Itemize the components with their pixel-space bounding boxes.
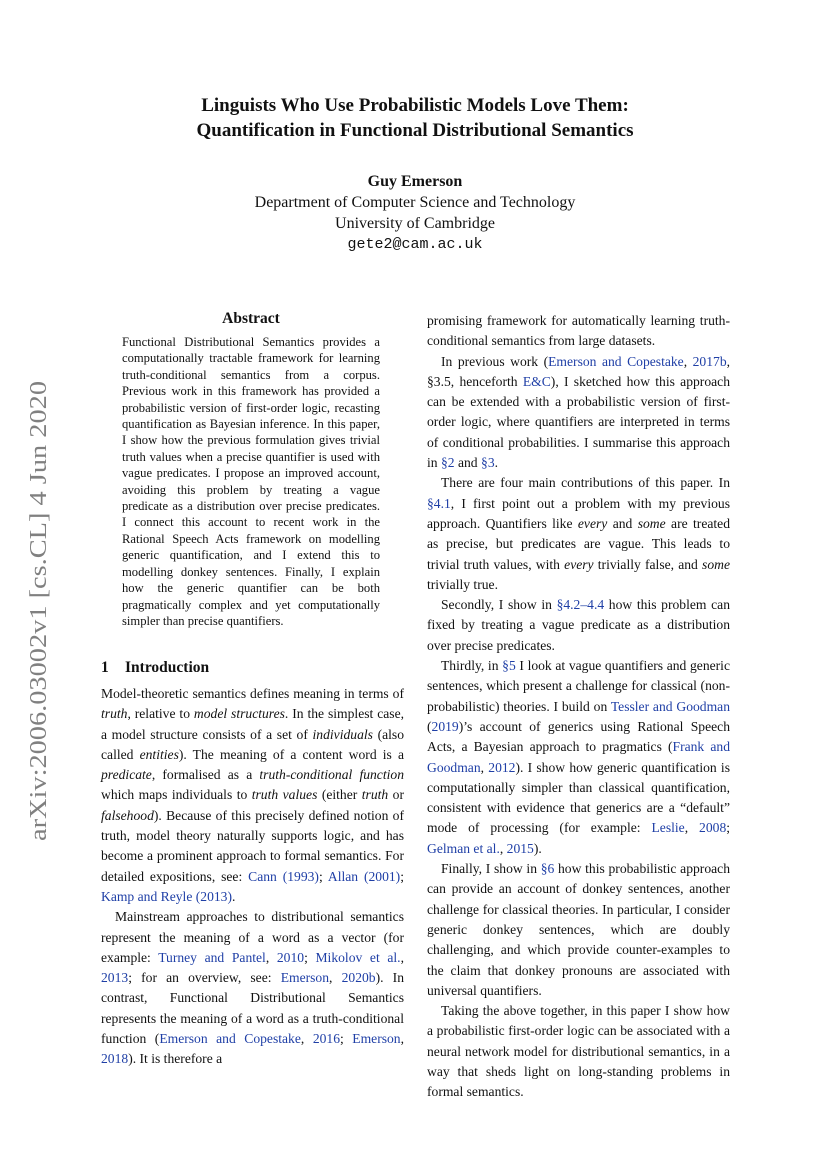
introduction-section xyxy=(101,659,404,1070)
author-email: gete2@cam.ac.uk xyxy=(347,236,483,253)
text: Mainstream approaches to distributional semantics represent the meaning of a word as a vector (for example: xyxy=(101,909,404,965)
text: trivially true. xyxy=(427,576,498,592)
text: I look at vague quantifiers and generic sentences, which present a challenge for classical (non-probabilistic) theories. I build on xyxy=(427,658,730,714)
text: In previous work ( xyxy=(441,353,549,369)
text: (either xyxy=(317,787,362,803)
author-department: Department of Computer Science and Technology xyxy=(254,194,576,211)
citation-link[interactable]: E&C xyxy=(522,373,551,389)
citation-year-link[interactable]: 2010 xyxy=(276,949,305,965)
italic-term: some xyxy=(702,556,730,572)
italic-term: truth values xyxy=(251,787,318,803)
text: ). I show how generic quantification is computationally simpler than classical quantification, consistent with evidence that generics are a “default” mode of processing (for example: xyxy=(427,759,731,836)
citation-link[interactable]: Cann xyxy=(248,868,277,884)
section-title: Introduction xyxy=(125,659,210,676)
text: (also called xyxy=(101,726,404,762)
text: . xyxy=(232,888,236,904)
citation-link[interactable]: Emerson and Copestake xyxy=(548,353,684,369)
section-ref-link[interactable]: §6 xyxy=(540,861,555,877)
citation-link[interactable]: Gelman et al. xyxy=(427,840,500,856)
intro-paragraph-1 xyxy=(101,684,404,907)
italic-term: entities xyxy=(139,746,179,762)
citation-link[interactable]: Leslie xyxy=(651,820,685,836)
right-paragraph-6: Taking the above together, in this paper I show how a probabilistic first-order logic can be associated with a neural network model for distributional semantics, in a way that sheds light on long-standing problems in formal semantics. xyxy=(427,1003,730,1100)
italic-term: predicate xyxy=(101,767,152,783)
text: ( xyxy=(427,718,432,734)
italic-term: model structures xyxy=(193,706,285,722)
section-ref-link[interactable]: §4.2–4.4 xyxy=(556,597,605,613)
citation-link[interactable]: Mikolov et al. xyxy=(315,949,401,965)
text: , xyxy=(329,970,342,986)
text: Finally, I show in xyxy=(441,861,541,877)
text: which maps individuals to xyxy=(101,787,252,803)
abstract-section xyxy=(122,310,380,629)
text: ; for an overview, see: xyxy=(128,970,281,986)
text: are treated as precise, but predicates are vague. This leads to trivial truth values, with xyxy=(427,515,730,572)
citation-year-link[interactable]: 2012 xyxy=(488,759,516,775)
citation-link[interactable]: Turney and Pantel xyxy=(158,949,266,965)
text: . xyxy=(494,455,499,471)
citation-year-link[interactable]: 2013 xyxy=(101,970,129,986)
right-paragraph-3 xyxy=(427,595,730,656)
section-ref-link[interactable]: §5 xyxy=(502,658,516,674)
abstract-text: Functional Distributional Semantics provides a computationally tractable framework for learning truth-conditional semantics from a corpus. Previous work in this framework has provided a probabilistic version of first-order logic, recasting quantification as Bayesian inference. In this paper, I show how the previous formulation gives trivial truth values when a precise quantifier is used with vague predicates. I propose an improved account, avoiding this problem by treating a vague predicate as a distribution over precise predicates. I connect this account to recent work in the Rational Speech Acts framework on modelling generic quantification, and I extend this to modelling donkey sentences. Finally, I explain how the generic quantifier can be both pragmatically complex and yet computationally simpler than precise quantifiers. xyxy=(122,335,380,628)
citation-link[interactable]: Allan xyxy=(327,868,359,884)
right-paragraph-2 xyxy=(427,473,730,595)
arxiv-identifier-stamp xyxy=(14,376,64,846)
italic-term: truth xyxy=(361,787,389,803)
citation-year-link[interactable]: 2019 xyxy=(431,718,459,734)
citation-year-link[interactable]: (2013) xyxy=(195,888,233,904)
citation-link[interactable]: Tessler and Goodman xyxy=(610,698,730,714)
citation-year-link[interactable]: (2001) xyxy=(363,868,401,884)
text: Model-theoretic semantics defines meaning in terms of xyxy=(101,686,404,701)
right-paragraph-1 xyxy=(427,352,730,474)
text: ). In contrast, Functional Distributional Semantics represents the meaning of a word as a truth-conditional function ( xyxy=(101,970,404,1047)
text: ; xyxy=(340,1031,353,1047)
italic-term: falsehood xyxy=(101,807,154,823)
intro-paragraph-2 xyxy=(101,907,404,1069)
text: , xyxy=(684,820,700,836)
text: ; xyxy=(726,820,731,836)
paper-title-line-1: Linguists Who Use Probabilistic Models Love Them: xyxy=(201,95,629,116)
text: ; xyxy=(400,868,404,884)
citation-year-link[interactable]: 2008 xyxy=(699,820,727,836)
section-ref-link[interactable]: §4.1 xyxy=(427,495,451,511)
citation-link[interactable]: Emerson xyxy=(280,970,330,986)
citation-year-link[interactable]: (1993) xyxy=(282,868,319,884)
text: , I first point out a problem with my previous approach. Quantifiers like xyxy=(427,495,730,531)
text: )’s account of generics using Rational Speech Acts, a Bayesian approach to pragmatics ( xyxy=(427,718,730,755)
text: , xyxy=(400,949,404,965)
section-number: 1 xyxy=(101,659,109,676)
italic-term: individuals xyxy=(312,726,373,742)
text: trivially false, and xyxy=(593,556,703,572)
text: ; xyxy=(318,868,328,884)
author-name: Guy Emerson xyxy=(367,173,463,190)
text: , xyxy=(265,949,277,965)
text: or xyxy=(388,787,404,803)
citation-year-link[interactable]: 2020b xyxy=(341,970,376,986)
right-paragraph-4 xyxy=(427,656,730,859)
author-block xyxy=(120,171,710,255)
citation-year-link[interactable]: 2017b xyxy=(692,353,727,369)
text: how this probabilistic approach can provide an account of donkey sentences, another challenge for classical theories. In particular, I consider generic donkey sentences, which are doubly challenging, and which provide counter-examples to the claim that donkey pronouns are associated with universal quantifiers. xyxy=(427,861,730,998)
paper-title-line-2: Quantification in Functional Distributional Semantics xyxy=(196,120,634,141)
text: , xyxy=(683,353,693,369)
text: ; xyxy=(304,949,316,965)
text: ), I sketched how this approach can be extended with a probabilistic version of first-order logic, where quantifiers are interpreted in terms of conditional probabilities. I summarise this approach in xyxy=(427,373,730,471)
italic-term: every xyxy=(564,556,594,572)
author-university: University of Cambridge xyxy=(335,215,495,232)
italic-term: some xyxy=(637,515,666,531)
text: how this problem can fixed by treating a vague predicate as a distribution over precise predicates. xyxy=(427,597,730,653)
text: , xyxy=(499,840,507,856)
citation-link[interactable]: Kamp and Reyle xyxy=(101,888,193,904)
text: and xyxy=(454,455,482,471)
text: and xyxy=(607,515,638,531)
text: , formalised as a xyxy=(151,767,260,783)
text: Thirdly, in xyxy=(441,658,503,674)
citation-year-link[interactable]: 2015 xyxy=(506,840,534,856)
section-ref-link[interactable]: §2 xyxy=(440,455,455,471)
text: ). xyxy=(533,840,542,856)
text: . In the simplest case, a model structure consists of a set of xyxy=(101,706,404,742)
text: , xyxy=(300,1031,313,1047)
italic-term: every xyxy=(577,515,608,531)
paper-title xyxy=(120,93,710,143)
citation-link[interactable]: Emerson xyxy=(352,1031,401,1047)
text: Secondly, I show in xyxy=(441,597,557,613)
arxiv-identifier-text: arXiv:2006.03002v1 [cs.CL] 4 Jun 2020 xyxy=(26,451,52,841)
italic-term: truth xyxy=(101,706,128,722)
text: , relative to xyxy=(127,706,194,722)
abstract-heading: Abstract xyxy=(222,310,280,327)
right-paragraph-0: promising framework for automatically learning truth-conditional semantics from large datasets. xyxy=(427,313,730,349)
citation-year-link[interactable]: 2016 xyxy=(312,1031,340,1047)
citation-year-link[interactable]: 2018 xyxy=(101,1051,129,1067)
section-ref-link[interactable]: §3 xyxy=(481,455,495,471)
citation-link[interactable]: Emerson and Copestake xyxy=(159,1031,301,1047)
text: There are four main contributions of this paper. In xyxy=(441,475,730,491)
section-heading xyxy=(101,659,404,677)
right-paragraph-5 xyxy=(427,859,730,1001)
text: , xyxy=(480,759,489,775)
text: , §3.5, henceforth xyxy=(427,353,731,389)
text: ). It is therefore a xyxy=(128,1051,223,1067)
text: ). Because of this precisely defined notion of truth, model theory naturally supports logic, and has become a prominent approach to formal semantics. For detailed expositions, see: xyxy=(101,807,404,884)
text: ). The meaning of a content word is a xyxy=(178,746,404,762)
citation-link[interactable]: Frank and Goodman xyxy=(427,739,730,775)
text: , xyxy=(400,1031,405,1047)
italic-term: truth-conditional function xyxy=(259,767,404,783)
right-column xyxy=(427,311,730,1103)
